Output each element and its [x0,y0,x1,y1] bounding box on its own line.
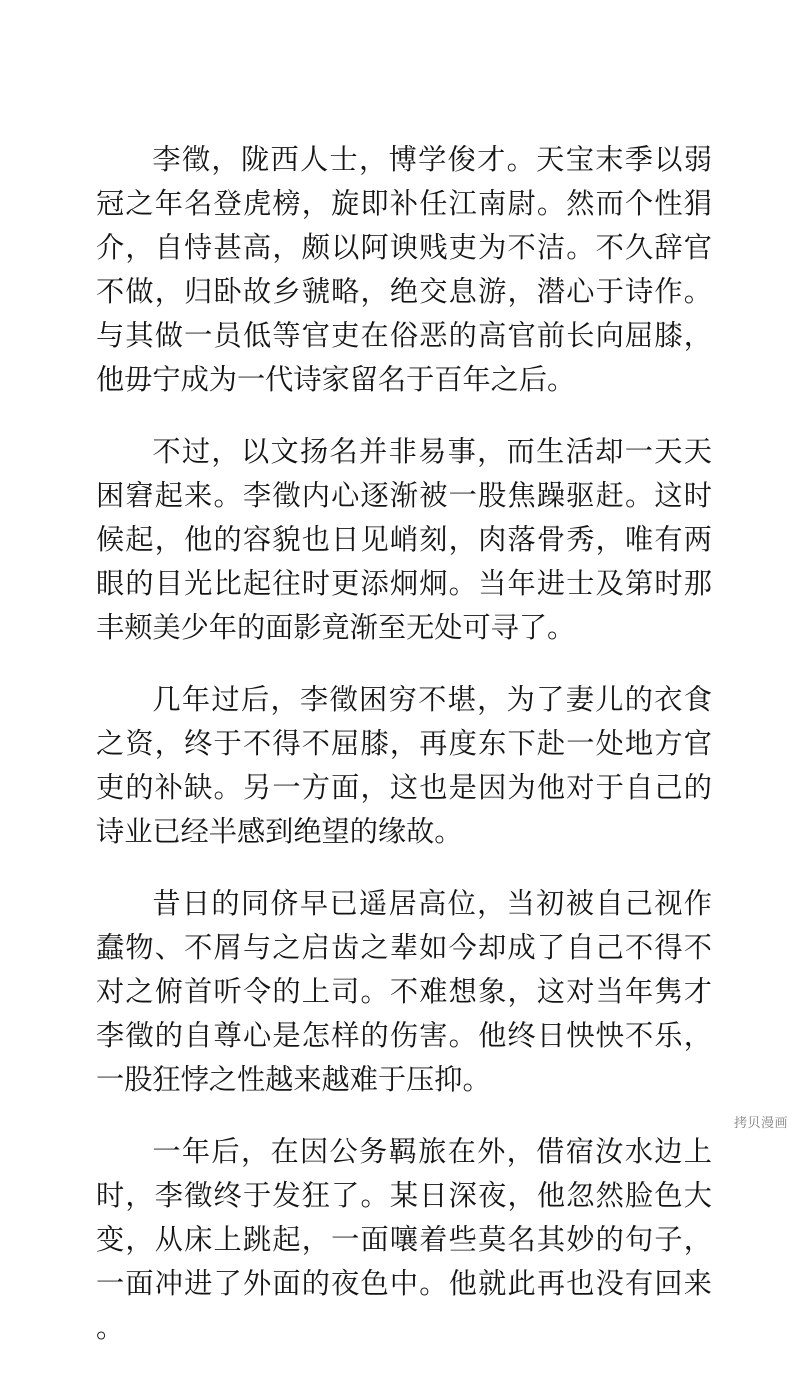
paragraph-1: 李徵，陇西人士，博学俊才。天宝末季以弱冠之年名登虎榜，旋即补任江南尉。然而个性狷介，自恃甚高，颇以阿谀贱吏为不洁。不久辞官不做，归卧故乡虢略，绝交息游，潜心于诗作。与其做一员低等官吏在俗恶的高官前长向屈膝，他毋宁成为一代诗家留名于百年之后。 [96,143,712,396]
paragraph-4: 昔日的同侪早已遥居高位，当初被自己视作蠢物、不屑与之启齿之辈如今却成了自己不得不对之俯首听令的上司。不难想象，这对当年隽才李徵的自尊心是怎样的伤害。他终日怏怏不乐，一股狂悖之性越来越难于压抑。 [96,887,712,1096]
paragraph-5: 一年后，在因公务羁旅在外，借宿汝水边上时，李徵终于发狂了。某日深夜，他忽然脸色大变，从床上跳起，一面嚷着些莫名其妙的句子，一面冲进了外面的夜色中。他就此再也没有回来。 [96,1135,712,1344]
watermark: 拷贝漫画 [733,1116,788,1131]
body-text [96,138,712,1378]
paragraph-3: 几年过后，李徵困穷不堪，为了妻儿的衣食之资，终于不得不屈膝，再度东下赴一处地方官吏的补缺。另一方面，这也是因为他对于自己的诗业已经半感到绝望的缘故。 [96,683,712,848]
paragraph-2: 不过，以文扬名并非易事，而生活却一天天困窘起来。李徵内心逐渐被一股焦躁驱赶。这时候起，他的容貌也日见峭刻，肉落骨秀，唯有两眼的目光比起往时更添炯炯。当年进士及第时那丰颊美少年的面影竟渐至无处可寻了。 [96,435,712,644]
